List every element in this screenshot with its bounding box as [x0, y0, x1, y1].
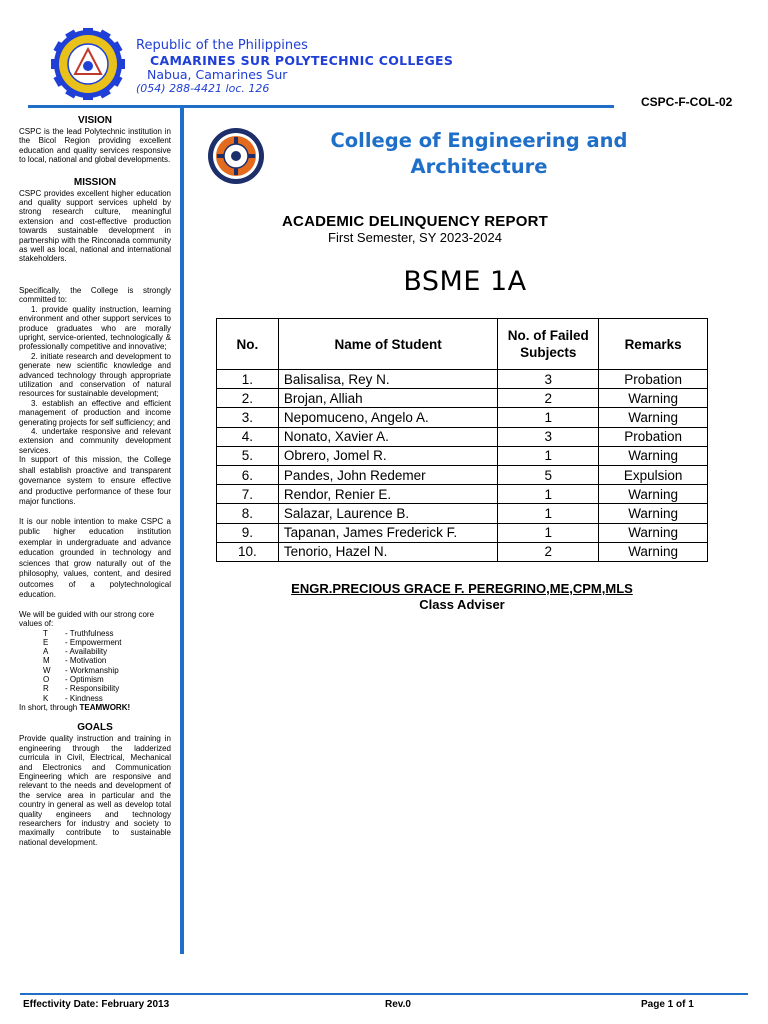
vision-text: CSPC is the lead Polytechnic institution in the Bicol Region providing excellent education and quality services responsive to local, national and global developments. [19, 127, 171, 165]
cell-remarks: Warning [599, 542, 708, 561]
republic-text: Republic of the Philippines [136, 38, 308, 53]
core-values-list [43, 629, 171, 703]
table-row [217, 408, 708, 427]
cell-no: 9. [217, 523, 279, 542]
core-value-item: E - Empowerment [43, 637, 122, 647]
page-number: Page 1 of 1 [641, 999, 694, 1010]
teamwork-line: In short, through TEAMWORK! [19, 702, 131, 712]
sidebar-divider [180, 108, 184, 954]
mission-heading: MISSION [73, 176, 117, 188]
core-value-item: T - Truthfulness [43, 628, 114, 638]
cell-remarks: Expulsion [599, 465, 708, 484]
cell-remarks: Warning [599, 408, 708, 427]
section-title: BSME 1A [403, 266, 527, 297]
cell-failed: 1 [498, 504, 599, 523]
form-code: CSPC-F-COL-02 [641, 95, 733, 109]
table-row [217, 504, 708, 523]
intention-text: It is our noble intention to make CSPC a public higher education institution exemplar in undergraduate and advance education grounded in technology and sciences that grow naturally out of the philosophy, values, content, and desired outcomes of a polytechnological education. [19, 516, 171, 600]
delinquency-table [216, 318, 708, 562]
cell-remarks: Warning [599, 485, 708, 504]
goals-heading: GOALS [77, 722, 113, 734]
table-row [217, 446, 708, 465]
cell-no: 4. [217, 427, 279, 446]
table-row [217, 427, 708, 446]
cell-failed: 2 [498, 389, 599, 408]
cell-no: 7. [217, 485, 279, 504]
college-location: Nabua, Camarines Sur [147, 67, 288, 82]
vision-heading: VISION [78, 115, 112, 126]
cell-failed: 3 [498, 370, 599, 389]
table-row [217, 465, 708, 484]
cell-no: 3. [217, 408, 279, 427]
cell-failed: 2 [498, 542, 599, 561]
cell-no: 1. [217, 370, 279, 389]
cell-no: 5. [217, 446, 279, 465]
cell-remarks: Warning [599, 389, 708, 408]
cell-no: 8. [217, 504, 279, 523]
cell-name: Pandes, John Redemer [278, 465, 498, 484]
cell-remarks: Warning [599, 504, 708, 523]
cell-name: Nepomuceno, Angelo A. [278, 408, 498, 427]
cell-remarks: Warning [599, 523, 708, 542]
core-value-item: M - Motivation [43, 656, 107, 666]
cell-failed: 3 [498, 427, 599, 446]
cell-failed: 1 [498, 485, 599, 504]
commitment-item: 2. initiate research and development to generate new scientific knowledge and advanced technology through appropriate utilization and conservation of natural resources for sustainable development; [19, 351, 171, 399]
commitment-item: 3. establish an effective and efficient management of production and income generating projects for self sufficiency; and [19, 398, 171, 427]
table-row [217, 370, 708, 389]
table-header-row [217, 319, 708, 370]
column-header-failed: No. of Failed Subjects [498, 319, 599, 370]
column-header-remarks: Remarks [599, 319, 708, 370]
support-text: In support of this mission, the College shall establish proactive and transparent governance system to ensure effective and productive performance of these four major functions. [19, 455, 171, 507]
cell-name: Tenorio, Hazel N. [278, 542, 498, 561]
cell-name: Rendor, Renier E. [278, 485, 498, 504]
values-intro: We will be guided with our strong core values of: [19, 609, 155, 629]
core-value-item: R - Responsibility [43, 684, 120, 694]
cell-remarks: Probation [599, 427, 708, 446]
column-header-name: Name of Student [278, 319, 498, 370]
adviser-role: Class Adviser [419, 597, 505, 612]
cell-remarks: Warning [599, 446, 708, 465]
header-rule [28, 105, 614, 108]
committed-text: Specifically, the College is strongly committed to: [19, 285, 171, 305]
cell-name: Tapanan, James Frederick F. [278, 523, 498, 542]
core-value-item: O - Optimism [43, 674, 104, 684]
column-header-no: No. [217, 319, 279, 370]
goals-text: Provide quality instruction and training in engineering through the ladderized curricula in Civil, Electrical, Mechanical and Electronics and Communication Engineering which are responsive and relevant to the needs and development of the service area in particular and the country in general as well as develop total quality engineers and technology researchers for industry and society to maximally contribute to sustainable national development. [19, 734, 171, 847]
adviser-name: ENGR.PRECIOUS GRACE F. PEREGRINO,ME,CPM,MLS [291, 581, 633, 596]
coea-seal-logo [203, 127, 269, 185]
cell-name: Obrero, Jomel R. [278, 446, 498, 465]
department-title: College of Engineering and Architecture [330, 129, 628, 178]
core-value-item: W - Workmanship [43, 665, 119, 675]
cell-name: Balisalisa, Rey N. [278, 370, 498, 389]
effectivity-date: Effectivity Date: February 2013 [23, 999, 170, 1010]
mission-text: CSPC provides excellent higher education and quality support services upheld by strong research culture, meaningful extension and cost-effective production towards sustainable development in partnership with the Rinconada community as well as local, national and international stakeholders. [19, 188, 171, 264]
table-row [217, 389, 708, 408]
cell-no: 6. [217, 465, 279, 484]
college-telephone: (054) 288-4421 loc. 126 [136, 82, 270, 95]
cell-failed: 1 [498, 446, 599, 465]
table-row [217, 542, 708, 561]
cell-failed: 5 [498, 465, 599, 484]
core-value-item: K - Kindness [43, 693, 103, 703]
cell-failed: 1 [498, 408, 599, 427]
cspc-seal-logo [44, 28, 132, 100]
semester-label: First Semester, SY 2023-2024 [328, 230, 502, 245]
cell-failed: 1 [498, 523, 599, 542]
college-name: CAMARINES SUR POLYTECHNIC COLLEGES [150, 53, 454, 68]
revision-label: Rev.0 [385, 999, 411, 1010]
cell-no: 2. [217, 389, 279, 408]
cell-name: Salazar, Laurence B. [278, 504, 498, 523]
commitment-item: 4. undertake responsive and relevant extension and community development services. [19, 426, 171, 455]
cell-name: Brojan, Alliah [278, 389, 498, 408]
cell-no: 10. [217, 542, 279, 561]
footer-rule [20, 993, 748, 995]
cell-remarks: Probation [599, 370, 708, 389]
teamwork-word: TEAMWORK! [79, 702, 131, 712]
sidebar [19, 115, 171, 847]
core-value-item: A - Availability [43, 647, 108, 657]
table-row [217, 485, 708, 504]
table-row [217, 523, 708, 542]
cell-name: Nonato, Xavier A. [278, 427, 498, 446]
report-title: ACADEMIC DELINQUENCY REPORT [282, 213, 548, 230]
commitment-item: 1. provide quality instruction, learning environment and other support services to produce graduates who are morally upright, service-oriented, technologically & professionally competitive and innovative; [19, 304, 171, 352]
